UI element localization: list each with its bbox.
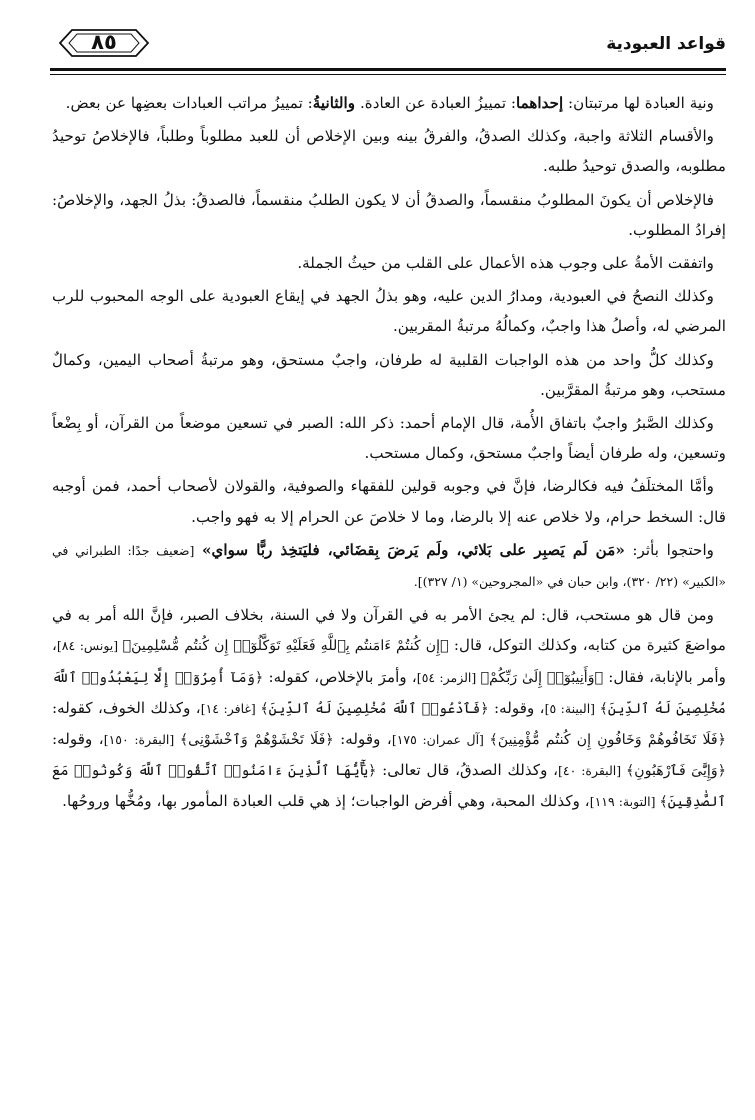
bold-term-first: إحداهما (516, 94, 564, 112)
quran-verse: ﴿إِن كُنتُمْ ءَامَنتُم بِٱللَّهِ فَعَلَيْهِ تَوَكَّلُوٓا۟ إِن كُنتُم مُّسْلِمِينَ﴾ (122, 638, 449, 655)
athar-quote: «مَن لَم يَصبِر على بَلائي، ولَم يَرضَ بِقضَائي، فليَتخِذ ربًّا سواي» (202, 540, 625, 559)
verse-reference: [آل عمران: ١٧٥] (391, 732, 490, 748)
verse-reference: [البقرة: ١٥٠] (103, 732, 180, 748)
paragraph-two-sides: وكذلك كلُّ واحد من هذه الواجبات القلبية له طرفان، واجبٌ مستحق، وهو مرتبةُ أصحاب اليمين، وكمالٌ مستحب، وهو مرتبةُ المقرَّبين. (52, 350, 726, 399)
paragraph-ikhlas-sidq: فالإخلاص أن يكونَ المطلوبُ منقسماً، والصدقُ أن لا يكون الطلبُ منقسماً، فالصدقُ: بذلُ الجهد، والإخلاصُ: إفرادُ المطلوب. (52, 190, 726, 239)
quran-verse: ﴿وَإِيَّٰىَ فَٱرْهَبُونِ﴾ (625, 763, 727, 780)
quran-verse: ﴿وَأَنِيبُوٓا۟ إِلَىٰ رَبِّكُمْ﴾ (480, 669, 604, 686)
quran-verse: ﴿فَٱدْعُوا۟ ٱللَّهَ مُخْلِصِينَ لَهُ ٱلدِّينَ﴾ (260, 700, 489, 717)
verse-reference: [البقرة: ٤٠] (558, 763, 626, 779)
paragraph-mustahab: ومن قال هو مستحب، قال: لم يجئ الأمر به في القرآن ولا في السنة، بخلاف الصبر، فإنَّ الله أمر به في مواضعَ كثيرة من كتابه، وكذلك التوكل، قال: ﴿إِن كُنتُمْ ءَامَنتُم بِٱللَّهِ فَعَلَيْهِ تَوَكَّلُوٓا۟ إِن كُنتُم مُّسْلِمِينَ﴾ [يونس: ٨٤]، وأمر بالإنابة، فقال: ﴿وَأَنِيبُوٓا۟ إِلَىٰ رَبِّكُمْ﴾ [الزمر: ٥٤]، وأمرَ بالإخلاص، كقوله: ﴿وَمَآ أُمِرُوٓا۟ إِلَّا لِيَعْبُدُوا۟ ٱللَّهَ مُخْلِصِينَ لَهُ ٱلدِّينَ﴾ [البينة: ٥]، وقوله: ﴿فَٱدْعُوا۟ ٱللَّهَ مُخْلِصِينَ لَهُ ٱلدِّينَ﴾ [غافر: ١٤]، وكذلك الخوف، كقوله: ﴿فَلَا تَخَافُوهُمْ وَخَافُونِ إِن كُنتُم مُّؤْمِنِينَ﴾ [آل عمران: ١٧٥]، وقوله: ﴿فَلَا تَخْشَوْهُمْ وَٱخْشَوْنِى﴾ [البقرة: ١٥٠]، وقوله: ﴿وَإِيَّٰىَ فَٱرْهَبُونِ﴾ [البقرة: ٤٠]، وكذلك الصدقُ، قال تعالى: ﴿يَٰٓأَيُّهَا ٱلَّذِينَ ءَامَنُوا۟ ٱتَّقُوا۟ ٱللَّهَ وَكُونُوا۟ مَعَ ٱلصَّٰدِقِينَ﴾ [التوبة: ١١٩]، وكذلك المحبة، وهي أفرض الواجبات؛ إذ هي قلب العبادة المأمور بها، ومُخُّها وروحُها. (52, 606, 727, 811)
header-rule-thin (50, 74, 726, 75)
page-header (50, 26, 726, 80)
paragraph-nasiha: وكذلك النصحُ في العبودية، ومدارُ الدين عليه، وهو بذلُ الجهد في إيقاع العبودية على الوجه المحبوب للرب المرضي له، وأصلُ هذا واجبٌ، وكمالُهُ مرتبةُ المقربين. (52, 287, 726, 336)
verse-reference: [الزمر: ٥٤] (416, 669, 481, 685)
athar-reference: [ضعيف جدًا: الطبراني في «الكبير» (٢٢/ ٣٢٠)، وابن حبان في «المجروحين» (١/ ٣٢٧)]. (52, 542, 726, 590)
verse-reference: [يونس: ٨٤] (56, 638, 123, 654)
paragraph-athar: واحتجوا بأثر: «مَن لَم يَصبِر على بَلائي، ولَم يَرضَ بِقضَائي، فليَتخِذ ربًّا سواي» [ضعيف جدًا: الطبراني في «الكبير» (٢٢/ ٣٢٠)، وابن حبان في «المجروحين» (١/ ٣٢٧)]. (52, 540, 726, 590)
quran-verse: ﴿فَلَا تَخْشَوْهُمْ وَٱخْشَوْنِى﴾ (179, 732, 334, 749)
verse-reference: [غافر: ١٤] (200, 700, 261, 716)
page-number-frame (58, 28, 150, 58)
paragraph-intention: ونية العبادة لها مرتبتان: إحداهما: تمييزُ العبادة عن العادة. والثانيةُ: تمييزُ مراتب العبادات بعضِها عن بعض. (65, 94, 714, 112)
paragraph-rida: وأمَّا المختلَفُ فيه فكالرضا، فإنَّ في وجوبه قولين للفقهاء والصوفية، والقولان لأصحاب أحمد، فمن أوجبه قال: السخط حرام، ولا خلاص عنه إلا بالرضا، وما لا خلاصَ عن الحرام إلا به فهو واجب. (52, 477, 726, 526)
page-body (52, 88, 726, 818)
book-title: قواعد العبودية (606, 34, 726, 54)
quran-verse: ﴿فَلَا تَخَافُوهُمْ وَخَافُونِ إِن كُنتُم مُّؤْمِنِينَ﴾ (489, 732, 727, 749)
page-number: ٨٥ (91, 30, 117, 54)
bold-term-second: والثانيةُ (312, 94, 356, 112)
paragraph-sabr: وكذلك الصَّبرُ واجبٌ باتفاق الأُمة، قال الإمام أحمد: ذكر الله: الصبر في تسعين موضعاً من القرآن، أو بِضْعاً وتسعين، وله طرفان أيضاً واجبٌ مستحق، وكمال مستحب. (52, 414, 726, 463)
header-rule-thick (50, 68, 726, 71)
verse-reference: [البينة: ٥] (544, 700, 600, 716)
verse-reference: [التوبة: ١١٩] (589, 794, 660, 810)
paragraph-consensus: واتفقت الأمةُ على وجوب هذه الأعمال على القلب من حيثُ الجملة. (297, 254, 714, 273)
quran-verse: ﴿يَٰٓأَيُّهَا ٱلَّذِينَ ءَامَنُوا۟ ٱتَّقُوا۟ ٱللَّهَ وَكُونُوا۟ مَعَ ٱلصَّٰدِقِينَ﴾ (52, 763, 726, 811)
quran-verse: ﴿وَمَآ أُمِرُوٓا۟ إِلَّا لِيَعْبُدُوا۟ ٱللَّهَ مُخْلِصِينَ لَهُ ٱلدِّينَ﴾ (52, 669, 726, 717)
paragraph-three-types: والأقسام الثلاثة واجبة، وكذلك الصدقُ، والفرقُ بينه وبين الإخلاص أن للعبد مطلوباً وطلباً، فالإخلاصُ توحيدُ مطلوبه، والصدق توحيدُ طلبه. (52, 127, 726, 176)
